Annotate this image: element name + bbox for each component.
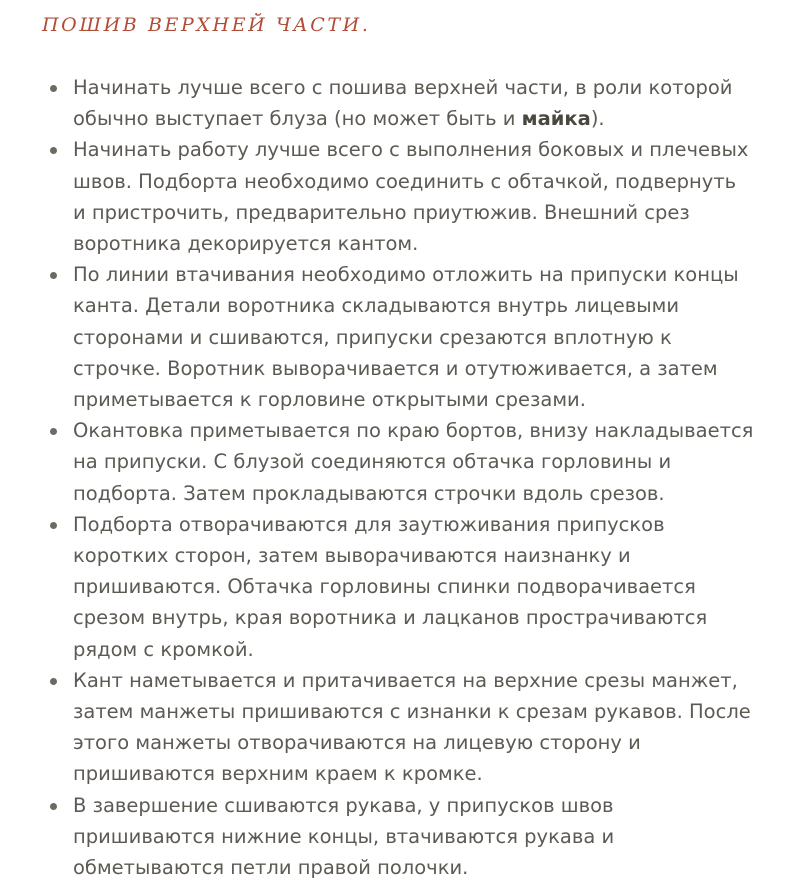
bullet-icon bbox=[50, 678, 57, 685]
list-item bbox=[42, 665, 754, 790]
list-item bbox=[42, 790, 754, 883]
list-item-text: Окантовка приметывается по краю бортов, внизу накладывается на припуски. С блузой соединяются обтачка горловины и подборта. Затем прокладываются строчки вдоль срезов. bbox=[73, 419, 754, 505]
bullet-icon bbox=[50, 803, 57, 810]
list-item bbox=[42, 134, 754, 259]
list-item bbox=[42, 72, 754, 134]
list-item-text-end: ). bbox=[590, 107, 605, 131]
bullet-icon bbox=[50, 428, 57, 435]
list-item bbox=[42, 509, 754, 665]
bullet-icon bbox=[50, 272, 57, 279]
list-item-text: Начинать работу лучше всего с выполнения боковых и плечевых швов. Подборта необходимо соединить с обтачкой, подвернуть и пристрочить, предварительно приутюжив. Внешний срез воротника декорируется кантом. bbox=[73, 138, 749, 256]
list-item-text: Подборта отворачиваются для заутюживания припусков коротких сторон, затем выворачиваются наизнанку и пришиваются. Обтачка горловины спинки подворачивается срезом внутрь, края воротника и лацканов прострачиваются рядом с кромкой. bbox=[73, 512, 708, 661]
list-item bbox=[42, 415, 754, 509]
list-item-text: Начинать лучше всего с пошива верхней части, в роли которой обычно выступает блуза (но может быть и bbox=[73, 76, 733, 131]
list-item-text: Кант наметывается и притачивается на верхние срезы манжет, затем манжеты пришиваются с изнанки к срезам рукавов. После этого манжеты отворачиваются на лицевую сторону и пришиваются верхним краем к кромке. bbox=[73, 668, 751, 786]
section-heading: ПОШИВ ВЕРХНЕЙ ЧАСТИ. bbox=[42, 14, 371, 36]
bullet-icon bbox=[50, 85, 57, 92]
bullet-icon bbox=[50, 522, 57, 529]
mayka-link[interactable]: майка bbox=[521, 107, 591, 131]
list-item-text: По линии втачивания необходимо отложить на припуски концы канта. Детали воротника складываются внутрь лицевыми сторонами и сшиваются, припуски срезаются вплотную к строчке. Воротник выворачивается и отутюживается, а затем приметывается к горловине открытыми срезами. bbox=[73, 263, 739, 412]
bullet-icon bbox=[50, 147, 57, 154]
list-item bbox=[42, 259, 754, 415]
list-item-text: В завершение сшиваются рукава, у припусков швов пришиваются нижние концы, втачиваются рукава и обметываются петли правой полочки. bbox=[73, 793, 615, 880]
instruction-list bbox=[42, 72, 754, 883]
